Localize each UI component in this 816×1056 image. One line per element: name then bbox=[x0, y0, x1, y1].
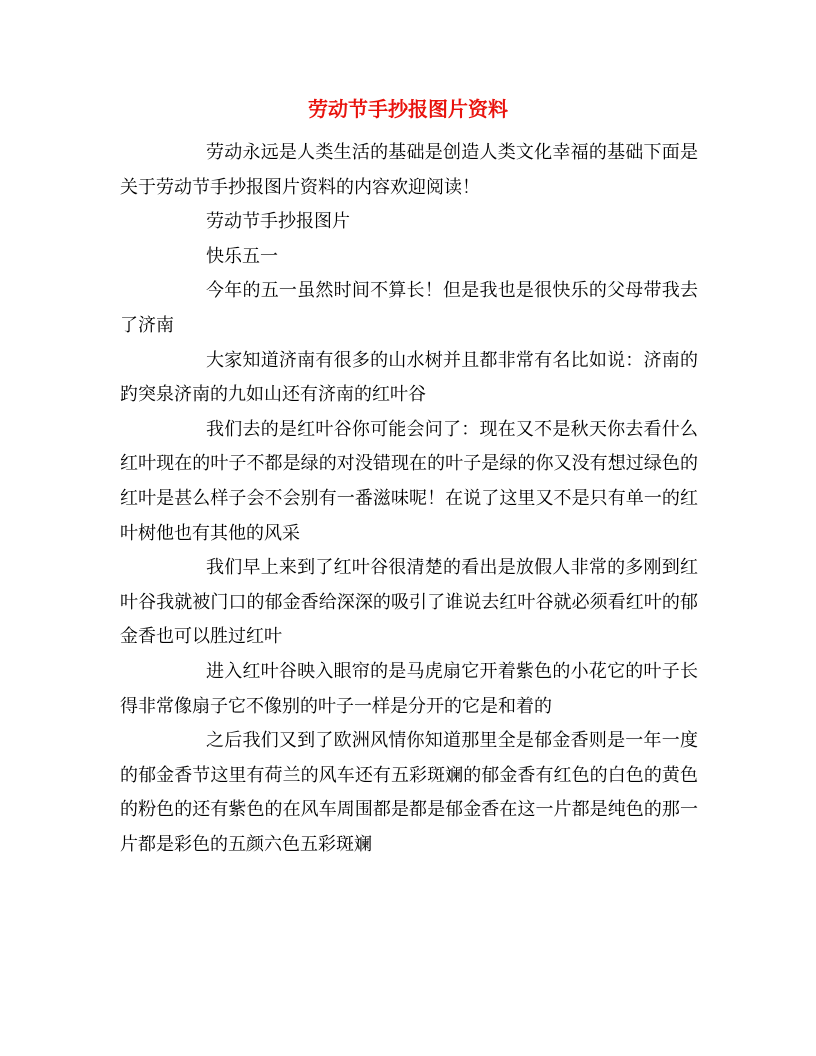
page-title: 劳动节手抄报图片资料 bbox=[308, 97, 508, 121]
paragraph-body: 我们早上来到了红叶谷很清楚的看出是放假人非常的多刚到红叶谷我就被门口的郁金香给深深的吸引了谁说去红叶谷就必须看红叶的郁金香也可以胜过红叶 bbox=[120, 557, 698, 648]
paragraph-body: 我们去的是红叶谷你可能会问了：现在又不是秋天你去看什么红叶现在的叶子不都是绿的对没错现在的叶子是绿的你又没有想过绿色的红叶是甚么样子会不会别有一番滋味呢！在说了这里又不是只有单一的红叶树他也有其他的风采 bbox=[120, 418, 698, 544]
paragraph-body: 之后我们又到了欧洲风情你知道那里全是郁金香则是一年一度的郁金香节这里有荷兰的风车还有五彩斑斓的郁金香有红色的白色的黄色的粉色的还有紫色的在风车周围都是都是郁金香在这一片都是纯色的那一片都是彩色的五颜六色五彩斑斓 bbox=[120, 730, 698, 855]
paragraph-body: 大家知道济南有很多的山水树并且都非常有名比如说：济南的趵突泉济南的九如山还有济南的红叶谷 bbox=[120, 349, 698, 406]
paragraph-essay-title: 快乐五一 bbox=[206, 245, 278, 267]
paragraph-body: 今年的五一虽然时间不算长！但是我也是很快乐的父母带我去了济南 bbox=[120, 280, 698, 336]
paragraph-intro: 劳动永远是人类生活的基础是创造人类文化幸福的基础下面是关于劳动节手抄报图片资料的内容欢迎阅读！ bbox=[120, 142, 698, 198]
paragraph-subheading: 劳动节手抄报图片 bbox=[206, 211, 350, 233]
document-body bbox=[120, 136, 698, 862]
paragraph-body: 进入红叶谷映入眼帘的是马虎扇它开着紫色的小花它的叶子长得非常像扇子它不像别的叶子一样是分开的它是和着的 bbox=[120, 660, 698, 717]
